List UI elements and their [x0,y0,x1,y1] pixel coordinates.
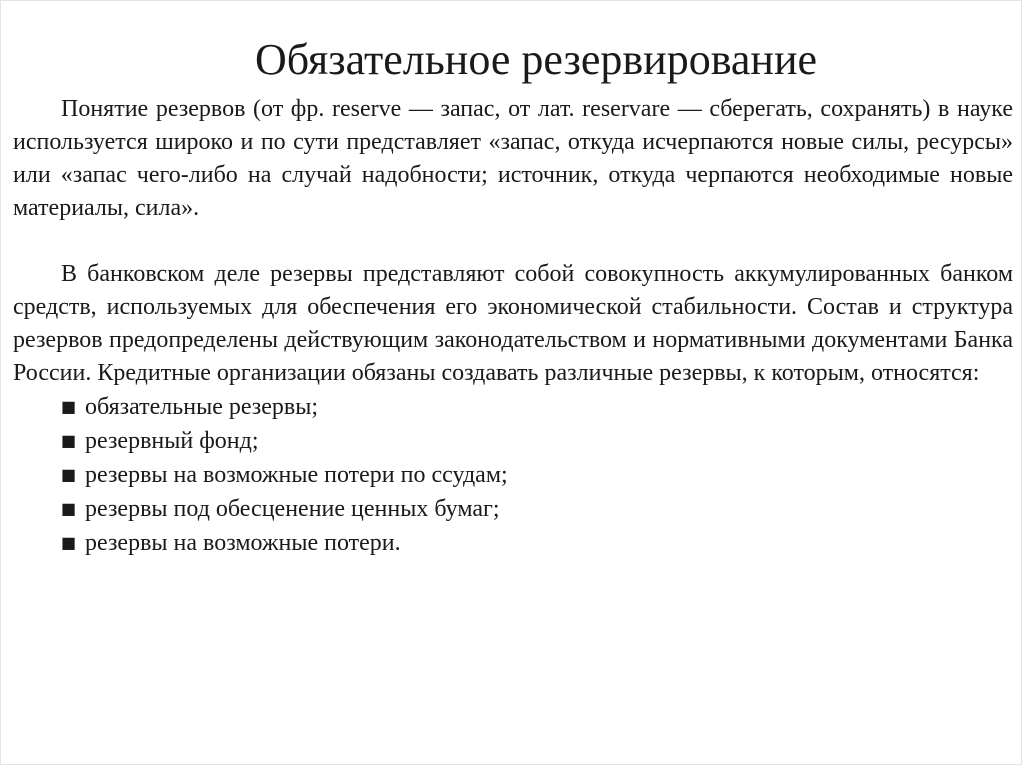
page-title: Обязательное резервирование [254,35,818,85]
square-bullet-icon: ■ [61,499,77,518]
paragraph-banking-reserves: В банковском деле резервы представляют собой совокупность аккумулированных банком средств, используемых для обеспечения его экономической стабильности. Состав и структура резервов предопределены действующим законодательством и нормативными документами Банка России. Кредитные организации обязаны создавать различные резервы, к которым, относятся: [13,261,1013,386]
slide-body [13,93,1013,560]
square-bullet-icon: ■ [61,465,77,484]
list-item-text: резервный фонд; [85,428,259,454]
square-bullet-icon: ■ [61,533,77,552]
list-item [61,526,1013,560]
square-bullet-icon: ■ [61,431,77,450]
list-item [61,458,1013,492]
list-item-text: резервы на возможные потери по ссудам; [85,462,508,488]
list-item-text: обязательные резервы; [85,394,319,420]
list-item [61,492,1013,526]
list-item-text: резервы под обесценение ценных бумаг; [85,496,500,522]
square-bullet-icon: ■ [61,397,77,416]
reserves-list [13,390,1013,560]
list-item [61,390,1013,424]
list-item [61,424,1013,458]
list-item-text: резервы на возможные потери. [85,530,401,556]
paragraph-reserves-definition: Понятие резервов (от фр. reserve — запас, от лат. reservare — сберегать, сохранять) в науке используется широко и по сути представляет «запас, откуда исчерпаются новые силы, ресурсы» или «запас чего-либо на случай надобности; источник, откуда черпаются необходимые новые материалы, сила». [13,96,1013,221]
